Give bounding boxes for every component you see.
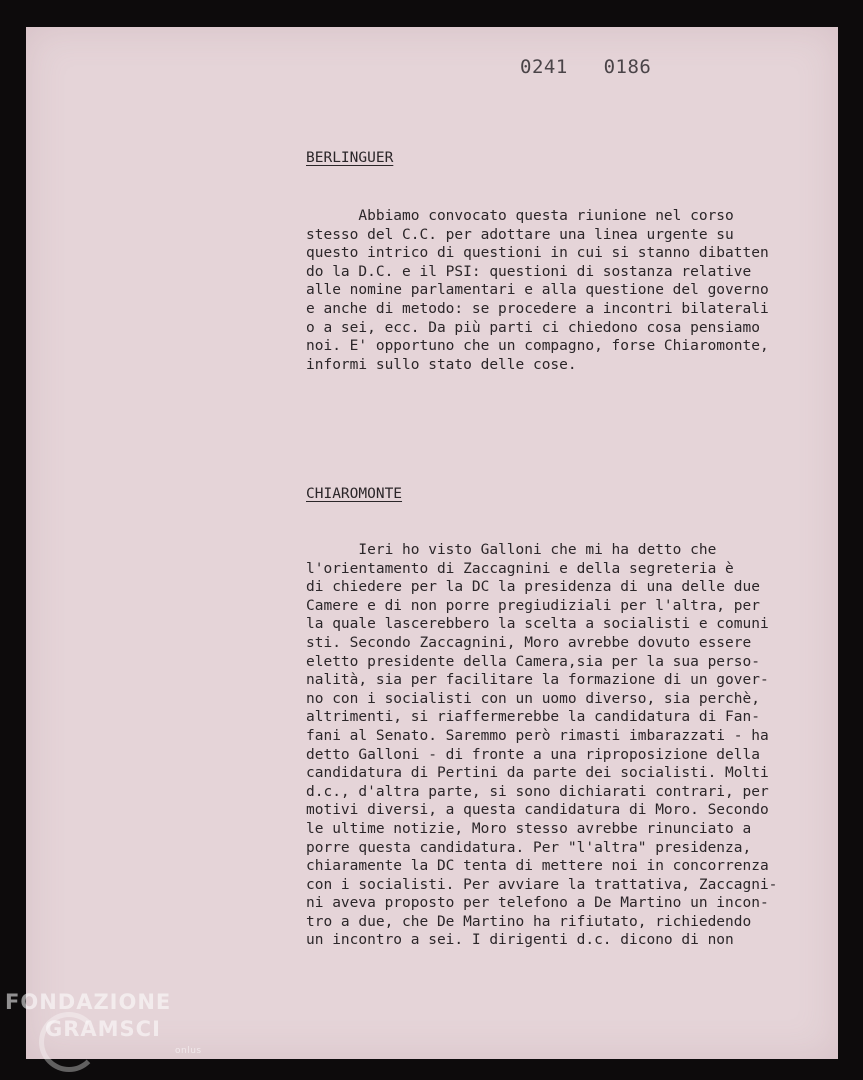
text-line: Camere e di non porre pregiudiziali per l'altra, per <box>306 597 760 614</box>
text-line: motivi diversi, a questa candidatura di Moro. Secondo <box>306 802 769 819</box>
text-line: un incontro a sei. I dirigenti d.c. dicono di non <box>306 932 734 949</box>
text-line: e anche di metodo: se procedere a incontri bilaterali <box>306 300 769 317</box>
text-line: tro a due, che De Martino ha rifiutato, richiedendo <box>306 913 752 930</box>
text-line: nalità, sia per facilitare la formazione di un gover- <box>306 672 769 689</box>
fondazione-gramsci-watermark <box>5 990 215 1075</box>
paragraph-berlinguer <box>306 207 769 374</box>
text-line: le ultime notizie, Moro stesso avrebbe rinunciato a <box>306 820 752 837</box>
text-line: no con i socialisti con un uomo diverso, sia perchè, <box>306 690 760 707</box>
speaker-heading-chiaromonte: CHIAROMONTE <box>306 486 403 502</box>
archive-reference-number: 0241 0186 <box>520 56 652 78</box>
text-line: la quale lascerebbero la scelta a socialisti e comuni <box>306 616 769 633</box>
text-line: sti. Secondo Zaccagnini, Moro avrebbe dovuto essere <box>306 634 752 651</box>
text-line: Ieri ho visto Galloni che mi ha detto che <box>306 542 717 558</box>
text-line: l'orientamento di Zaccagnini e della segreteria è <box>306 560 734 577</box>
text-line: alle nomine parlamentari e alla questione del governo <box>306 282 769 299</box>
text-line: o a sei, ecc. Da più parti ci chiedono cosa pensiamo <box>306 319 760 336</box>
text-line: porre questa candidatura. Per "l'altra" presidenza, <box>306 839 752 856</box>
speaker-heading-berlinguer: BERLINGUER <box>306 150 394 166</box>
text-line: altrimenti, si riaffermerebbe la candidatura di Fan- <box>306 709 760 726</box>
watermark-line-2: GRAMSCI <box>45 1017 161 1041</box>
text-line: informi sullo stato delle cose. <box>306 356 577 373</box>
text-line: d.c., d'altra parte, si sono dichiarati contrari, per <box>306 783 769 800</box>
text-line: detto Galloni - di fronte a una riproposizione della <box>306 746 760 763</box>
watermark-line-3: onlus <box>175 1046 202 1056</box>
text-line: fani al Senato. Saremmo però rimasti imbarazzati - ha <box>306 727 769 744</box>
text-line: di chiedere per la DC la presidenza di una delle due <box>306 579 760 596</box>
text-line: stesso del C.C. per adottare una linea urgente su <box>306 226 734 243</box>
text-line: questo intrico di questioni in cui si stanno dibatten <box>306 245 769 262</box>
text-line: do la D.C. e il PSI: questioni di sostanza relative <box>306 263 752 280</box>
watermark-line-1: FONDAZIONE <box>5 990 172 1014</box>
text-line: noi. E' opportuno che un compagno, forse Chiaromonte, <box>306 338 769 355</box>
text-line: eletto presidente della Camera,sia per la sua perso- <box>306 653 760 670</box>
text-line: Abbiamo convocato questa riunione nel corso <box>306 208 734 224</box>
text-line: candidatura di Pertini da parte dei socialisti. Molti <box>306 765 769 782</box>
paragraph-chiaromonte <box>306 541 777 950</box>
text-line: chiaramente la DC tenta di mettere noi in concorrenza <box>306 858 769 875</box>
text-line: con i socialisti. Per avviare la trattativa, Zaccagni- <box>306 876 778 893</box>
text-line: ni aveva proposto per telefono a De Martino un incon- <box>306 895 769 912</box>
